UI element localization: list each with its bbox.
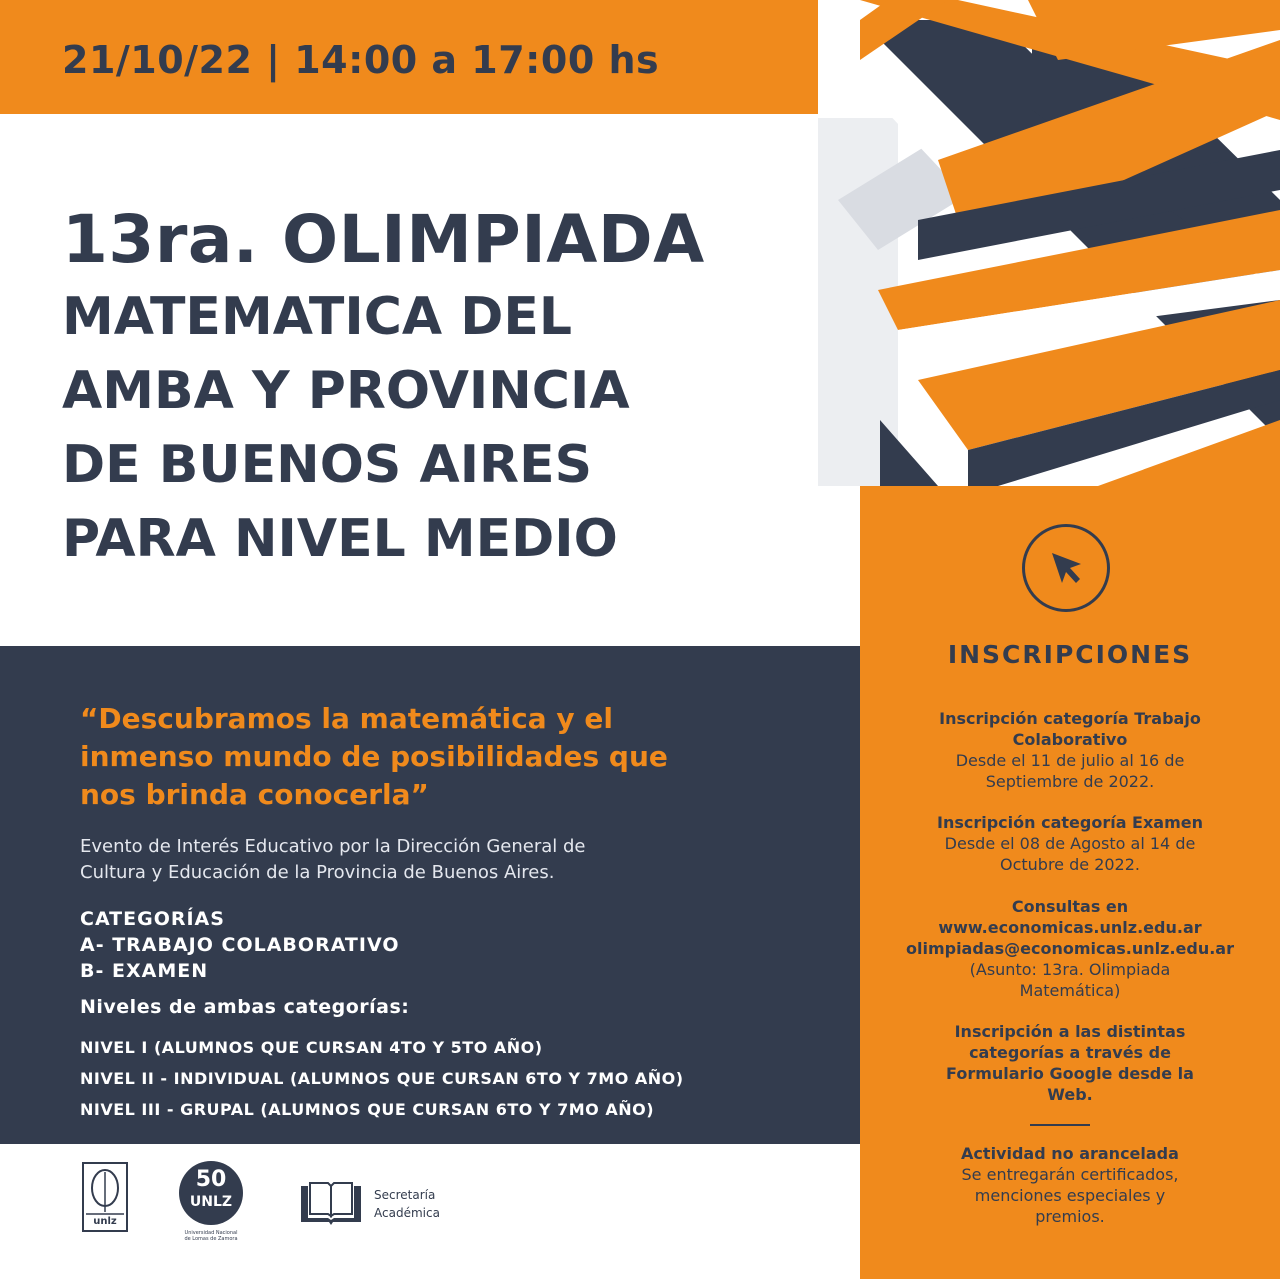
quote-line-1: “Descubramos la matemática y el: [80, 702, 613, 735]
cursor-icon-graphic: [1025, 527, 1107, 609]
event-line-2: Cultura y Educación de la Provincia de Buenos Aires.: [80, 862, 555, 883]
examen-heading: Inscripción categoría Examen: [936, 813, 1204, 832]
university-name-line-2: de Lomas de Zamora: [184, 1236, 238, 1242]
title-line-5: PARA NIVEL MEDIO: [62, 509, 618, 569]
levels-list: [80, 1032, 684, 1125]
activity-heading: Actividad no arancelada: [961, 1144, 1179, 1163]
title-line-1: 13ra. OLIMPIADA: [62, 201, 705, 278]
contact-info: [880, 896, 1260, 1001]
title-line-4: DE BUENOS AIRES: [62, 435, 593, 495]
title-line-3: AMBA Y PROVINCIA: [62, 361, 630, 421]
registration-title: INSCRIPCIONES: [947, 640, 1193, 669]
trabajo-dates-line-2: Septiembre de 2022.: [985, 772, 1155, 791]
trabajo-dates-line-1: Desde el 11 de julio al 16 de: [955, 751, 1185, 770]
category-b: B- EXAMEN: [80, 960, 209, 982]
quote-line-2: inmenso mundo de posibilidades que: [80, 740, 668, 773]
email-link[interactable]: olimpiadas@economicas.unlz.edu.ar: [905, 939, 1234, 958]
activity-line-3: premios.: [1035, 1207, 1105, 1226]
anniversary-number: 50: [195, 1167, 227, 1192]
form-line-2: categorías a través de: [969, 1043, 1171, 1062]
category-a: A- TRABAJO COLABORATIVO: [80, 934, 400, 956]
university-name-line-1: Universidad Nacional: [184, 1230, 238, 1236]
secretaria-line-1: Secretaría: [374, 1188, 436, 1202]
geometric-pattern-graphic: [818, 0, 1280, 486]
free-activity-info: [880, 1143, 1260, 1227]
trabajo-registration-info: [880, 708, 1260, 792]
examen-registration-info: [880, 812, 1260, 875]
unlz-emblem-text: unlz: [93, 1216, 117, 1227]
footer-logos: [0, 1150, 860, 1279]
contact-heading: Consultas en: [1011, 897, 1129, 916]
trabajo-heading-line-1: Inscripción categoría Trabajo: [939, 709, 1201, 728]
cursor-icon: [1022, 524, 1110, 612]
examen-dates-line-2: Octubre de 2022.: [999, 855, 1140, 874]
event-line-1: Evento de Interés Educativo por la Dirección General de: [80, 836, 586, 857]
form-registration-info: [880, 1021, 1260, 1105]
categories-title: CATEGORÍAS: [80, 908, 225, 930]
event-date-time: 21/10/22 | 14:00 a 17:00 hs: [62, 38, 660, 82]
activity-line-2: menciones especiales y: [974, 1186, 1166, 1205]
main-title: [62, 200, 842, 576]
level-item: NIVEL I (ALUMNOS QUE CURSAN 4TO Y 5TO AÑO): [80, 1038, 543, 1057]
anniversary-label: UNLZ: [189, 1194, 233, 1210]
activity-line-1: Se entregarán certificados,: [961, 1165, 1179, 1184]
categories-list: [80, 906, 399, 984]
title-line-2: MATEMATICA DEL: [62, 287, 573, 347]
level-item: NIVEL III - GRUPAL (ALUMNOS QUE CURSAN 6TO Y 7MO AÑO): [80, 1100, 655, 1119]
event-interest-text: [80, 834, 800, 886]
geometric-pattern: [818, 0, 1280, 486]
website-link[interactable]: www.economicas.unlz.edu.ar: [938, 918, 1202, 937]
examen-dates-line-1: Desde el 08 de Agosto al 14 de: [944, 834, 1196, 853]
book-icon: [298, 1180, 364, 1228]
divider: [1030, 1124, 1090, 1126]
levels-title: Niveles de ambas categorías:: [80, 996, 410, 1018]
email-subject-line-1: (Asunto: 13ra. Olimpiada: [969, 960, 1171, 979]
quote-line-3: nos brinda conocerla”: [80, 778, 429, 811]
email-subject-line-2: Matemática): [1019, 981, 1121, 1000]
form-line-1: Inscripción a las distintas: [954, 1022, 1186, 1041]
university-name: [166, 1230, 256, 1242]
secretaria-academica: [374, 1186, 440, 1222]
level-item: NIVEL II - INDIVIDUAL (ALUMNOS QUE CURSAN 6TO Y 7MO AÑO): [80, 1069, 684, 1088]
form-line-3: Formulario Google desde la: [946, 1064, 1194, 1083]
trabajo-heading-line-2: Colaborativo: [1012, 730, 1128, 749]
form-line-4: Web.: [1047, 1085, 1093, 1104]
motto-quote: [80, 700, 800, 814]
secretaria-line-2: Académica: [374, 1206, 440, 1220]
